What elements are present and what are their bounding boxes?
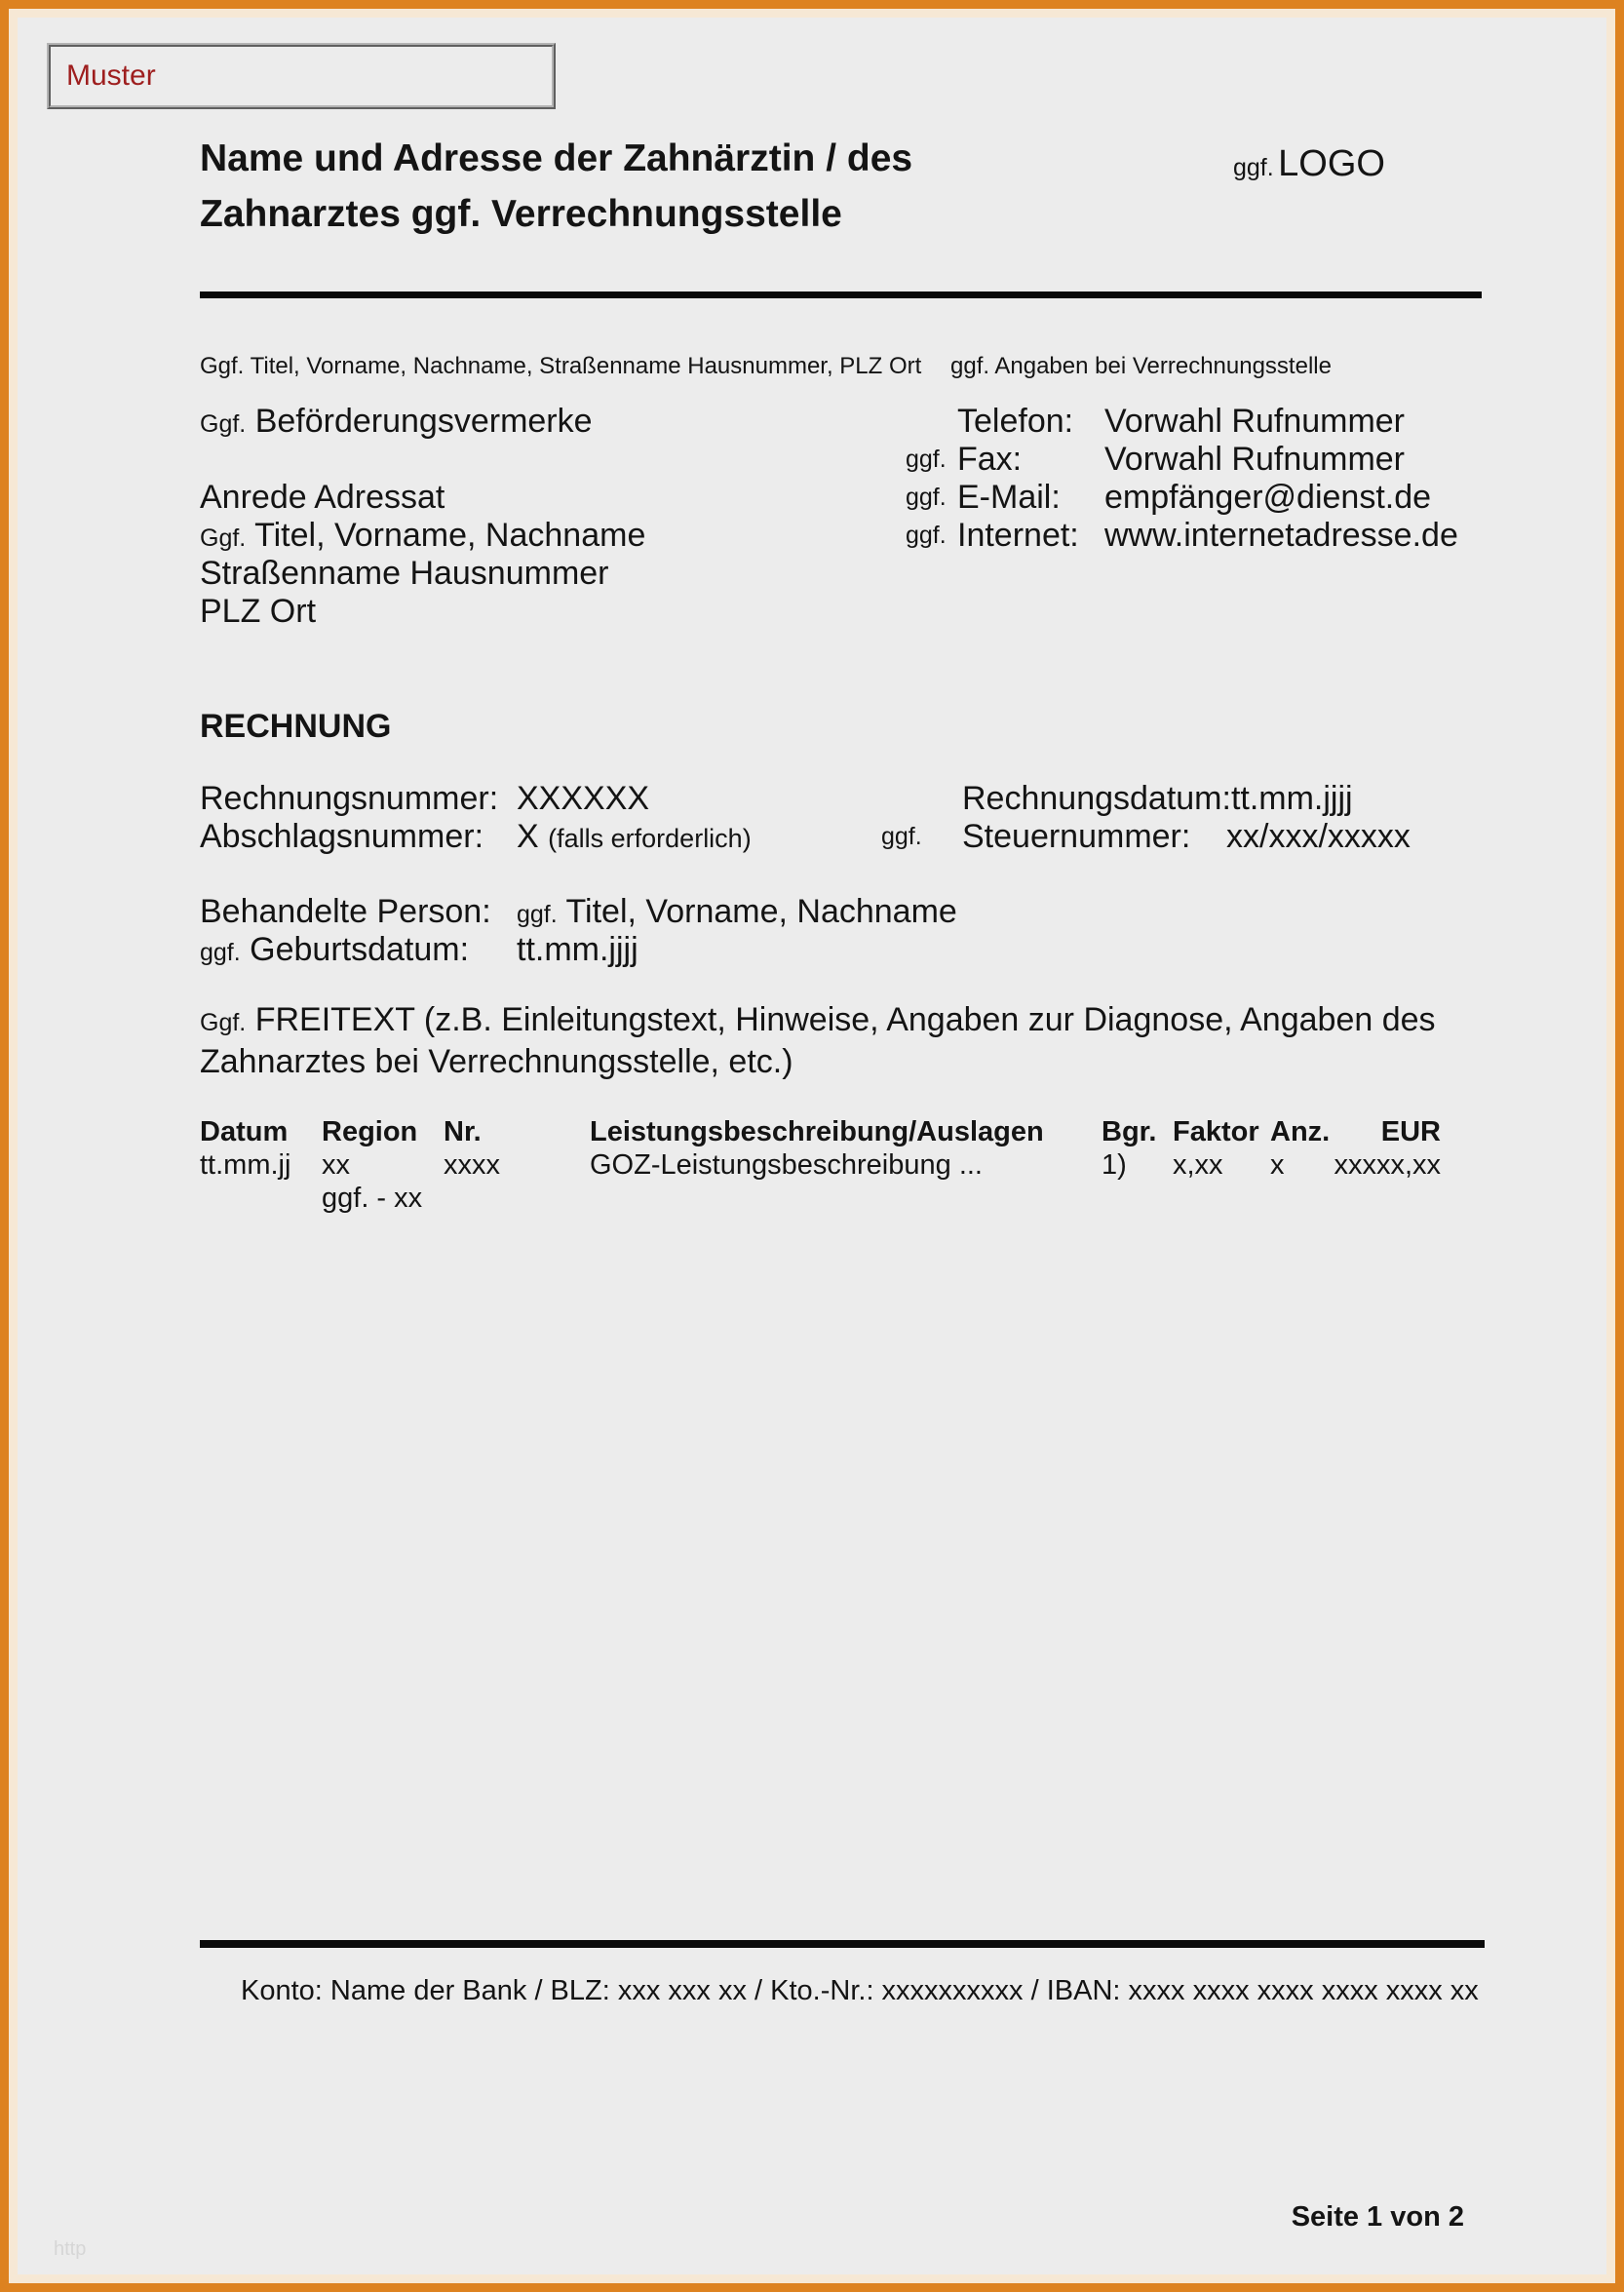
contact-block <box>0 403 1624 555</box>
contact-row-email: ggf. E-Mail: empfänger@dienst.de <box>906 479 1432 516</box>
abschlagsnummer-value: X (falls erforderlich) <box>517 818 752 855</box>
letterhead-title-line1: Name und Adresse der Zahnärztin / des <box>200 137 913 179</box>
freitext-block <box>200 1000 1467 1081</box>
sender-line-row <box>0 353 1624 382</box>
steuernummer-value: xx/xxx/xxxxx <box>1226 818 1411 855</box>
cell-datum: tt.mm.jj <box>200 1149 291 1181</box>
logo-text: LOGO <box>1278 143 1385 184</box>
col-header-bgr: Bgr. <box>1102 1116 1157 1147</box>
contact-row-fax: ggf. Fax: Vorwahl Rufnummer <box>906 441 1406 478</box>
header-rule <box>200 291 1482 298</box>
address-befoerderungsvermerke: Ggf. Beförderungsvermerke <box>200 403 593 440</box>
col-header-region: Region <box>322 1116 418 1147</box>
cell-bgr: 1) <box>1102 1149 1127 1181</box>
col-header-anz: Anz. <box>1270 1116 1331 1147</box>
address-name: Ggf. Titel, Vorname, Nachname <box>200 517 646 554</box>
address-plz-ort: PLZ Ort <box>200 593 317 630</box>
steuernummer-label: Steuernummer: <box>962 818 1191 855</box>
address-anrede: Anrede Adressat <box>200 479 445 516</box>
geburtsdatum-row <box>0 931 1624 969</box>
cell-region-2: ggf. - xx <box>322 1183 423 1214</box>
invoice-number-row <box>0 780 1624 818</box>
rechnungsnummer-label: Rechnungsnummer: <box>200 780 499 817</box>
geburtsdatum-label: ggf. Geburtsdatum: <box>200 931 470 968</box>
patient-block <box>0 893 1624 969</box>
rechnungsdatum: Rechnungsdatum:tt.mm.jjjj <box>962 780 1353 817</box>
cell-nr: xxxx <box>444 1149 500 1181</box>
col-header-leistung: Leistungsbeschreibung/Auslagen <box>590 1116 1044 1147</box>
logo-placeholder <box>1233 142 1385 193</box>
letterhead-title-line2: Zahnarztes ggf. Verrechnungsstelle <box>200 193 842 235</box>
cell-anz: x <box>1270 1149 1285 1181</box>
verrechnungsstelle-note: ggf. Angaben bei Verrechnungsstelle <box>950 353 1332 379</box>
invoice-heading: RECHNUNG <box>200 708 392 745</box>
muster-label: Muster <box>66 59 156 92</box>
abschlag-steuer-row <box>0 818 1624 856</box>
behandelte-person-value: ggf. Titel, Vorname, Nachname <box>517 893 957 930</box>
col-header-faktor: Faktor <box>1173 1116 1259 1147</box>
sender-line: Ggf. Titel, Vorname, Nachname, Straßenname Hausnummer, PLZ Ort <box>200 353 922 379</box>
col-header-datum: Datum <box>200 1116 289 1147</box>
col-header-nr: Nr. <box>444 1116 482 1147</box>
freitext-line2: Zahnarztes bei Verrechnungsstelle, etc.) <box>200 1043 793 1080</box>
abschlagsnummer-label: Abschlagsnummer: <box>200 818 484 855</box>
contact-row-internet: ggf. Internet: www.internetadresse.de <box>906 517 1458 554</box>
footer-rule <box>200 1940 1485 1948</box>
bank-details-line: Konto: Name der Bank / BLZ: xxx xxx xx / Kto.-Nr.: xxxxxxxxxx / IBAN: xxxx xxxx xxxx xxxx xxxx xx <box>241 1975 1479 2006</box>
cell-leistung: GOZ-Leistungsbeschreibung ... <box>590 1149 983 1181</box>
behandelte-person-label: Behandelte Person: <box>200 893 491 930</box>
table-row <box>0 1148 1624 1182</box>
steuernummer-prefix: ggf. <box>881 823 922 850</box>
cell-faktor: x,xx <box>1173 1149 1223 1181</box>
faint-print-artifact: http <box>54 2238 87 2260</box>
contact-row-telefon: Telefon: Vorwahl Rufnummer <box>957 403 1406 440</box>
invoice-meta-block <box>0 780 1624 856</box>
freitext-line1: Ggf. FREITEXT (z.B. Einleitungstext, Hinweise, Angaben zur Diagnose, Angaben des <box>200 1001 1436 1038</box>
logo-prefix: ggf. <box>1233 154 1274 181</box>
muster-stamp-box <box>47 43 556 109</box>
cell-region: xx <box>322 1149 350 1181</box>
table-header-row <box>0 1115 1624 1148</box>
letterhead-title <box>200 131 912 242</box>
col-header-eur: EUR <box>1380 1116 1441 1147</box>
rechnungsnummer-value: XXXXXX <box>517 780 650 817</box>
page-indicator: Seite 1 von 2 <box>1291 2201 1464 2233</box>
behandelte-person-row <box>0 893 1624 931</box>
table-row-continuation <box>0 1182 1624 1215</box>
address-strasse: Straßenname Hausnummer <box>200 555 609 592</box>
geburtsdatum-value: tt.mm.jjjj <box>517 931 638 968</box>
cell-eur: xxxxx,xx <box>1334 1149 1441 1181</box>
